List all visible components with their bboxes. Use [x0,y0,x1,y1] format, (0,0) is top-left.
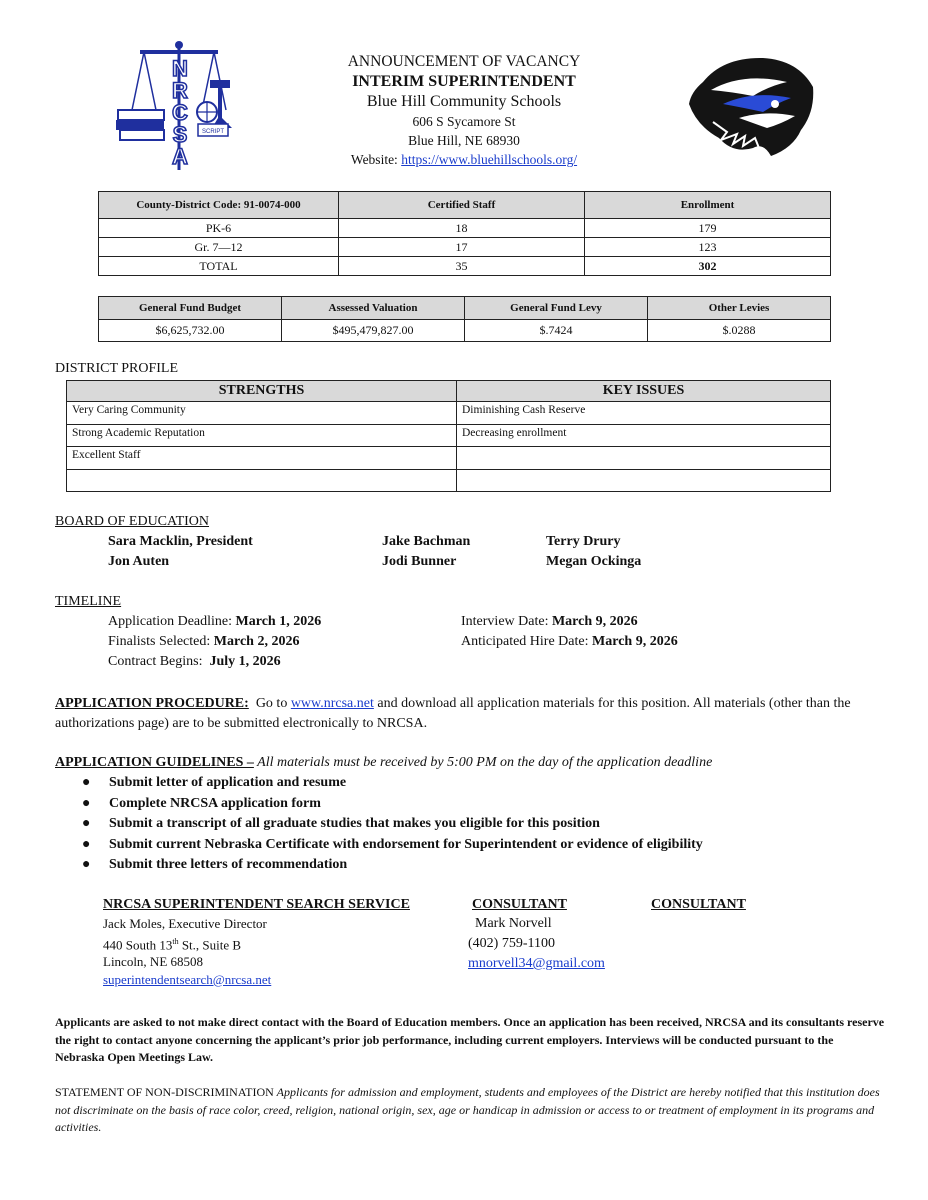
nrcsa-address-1: 440 South 13th St., Suite B [103,936,242,952]
staff-table-header [99,192,831,219]
list-item [82,816,703,837]
bullet-icon: ● [82,857,91,872]
enrollment-header: Enrollment [585,192,831,219]
other-levies-header: Other Levies [648,297,831,320]
district-name: Blue Hill Community Schools [366,93,562,110]
district-profile-table [66,380,831,492]
finalists-label: Finalists Selected: [108,634,214,649]
nrcsa-link[interactable]: www.nrcsa.net [290,696,374,711]
bullet-icon: ● [82,795,91,811]
bullet-icon: ● [82,816,91,831]
contract-begins [108,654,281,670]
street-address: 606 S Sycamore St [412,114,516,129]
budget-cell: $6,625,732.00 [99,320,282,342]
strength-cell: Strong Academic Reputation [67,424,457,447]
table-row [67,424,831,447]
levy-header: General Fund Levy [465,297,648,320]
staff-cell: 35 [339,257,585,276]
guideline-text: Submit current Nebraska Certificate with endorsement for Superintendent or evidence of eligibility [109,836,703,852]
list-item [82,796,703,817]
deadline-label: Application Deadline: [108,614,236,629]
board-member: Sara Macklin, President [108,534,253,549]
website-link[interactable]: https://www.bluehillschools.org/ [401,152,578,167]
profile-header-row [67,381,831,402]
consultant-name: Mark Norvell [475,916,552,931]
guideline-text: Submit a transcript of all graduate studies that makes you eligible for this position [109,816,600,831]
hire-value: March 9, 2026 [592,634,678,649]
enrollment-cell: 179 [585,219,831,238]
staff-cell: 17 [339,238,585,257]
levy-cell: $.7424 [465,320,648,342]
logo-letters: NRCSA [172,56,188,169]
nondiscrimination-text: Applicants for admission and employment, students and employees of the District are hereby notified that this institution does not discriminate on the basis of race color, creed, religion, national origin, sex, age or handicap in admission or access to or treatment of employment in its programs and activities. [55,1085,880,1134]
consultant-1 [468,897,605,974]
guideline-text: Complete NRCSA application form [109,795,321,811]
contact-notice: Applicants are asked to not make direct contact with the Board of Education members. Once an application has been received, NRCSA and its consultants reserve the right to contact anyone concerning the applicant’s prior job performance, including current employers. Interviews will be conducted pursuant to the Nebraska Open Meetings Law. [55,1015,885,1064]
budget-header: General Fund Budget [99,297,282,320]
nondiscrimination-title: STATEMENT OF NON-DISCRIMINATION [55,1085,274,1099]
strength-cell: Excellent Staff [67,447,457,470]
nrcsa-logo [112,40,247,175]
position-title: INTERIM SUPERINTENDENT [352,73,576,90]
website-line [262,150,666,169]
list-item [82,837,703,858]
application-procedure [55,694,885,734]
guidelines-title: APPLICATION GUIDELINES – [55,755,254,770]
enrollment-cell: 123 [585,238,831,257]
grade-cell: PK-6 [99,219,339,238]
enrollment-cell: 302 [585,257,831,276]
hire-label: Anticipated Hire Date: [461,634,593,649]
city-address: Blue Hill, NE 68930 [408,133,520,148]
bullet-icon: ● [82,775,91,790]
anticipated-hire-date [461,634,678,650]
procedure-text-after: and download all application materials for this position. All materials (other than the authorizations page) are to be submitted electronically to NRCSA. [55,696,851,731]
issue-cell [457,469,831,492]
interview-date [461,614,638,630]
nrcsa-email-link[interactable]: superintendentsearch@nrcsa.net [103,971,272,987]
interview-label: Interview Date: [461,614,552,629]
table-row [99,238,831,257]
guidelines-heading [55,755,885,771]
nondiscrimination-statement [55,1084,885,1137]
bullet-icon: ● [82,836,91,852]
interview-value: March 9, 2026 [551,614,638,629]
table-row [99,257,831,276]
valuation-header: Assessed Valuation [282,297,465,320]
valuation-cell: $495,479,827.00 [282,320,465,342]
consultant-phone: (402) 759-1100 [468,936,555,951]
certified-staff-header: Certified Staff [339,192,585,219]
strengths-header: STRENGTHS [67,381,457,402]
procedure-title: APPLICATION PROCEDURE: [55,696,249,711]
website-label: Website: [350,152,402,167]
district-profile-title: DISTRICT PROFILE [55,361,179,376]
board-title: BOARD OF EDUCATION [55,514,210,529]
guidelines-list [82,775,703,878]
wildcat-logo [683,52,818,162]
list-item [82,857,703,878]
county-code-header: County-District Code: 91-0074-000 [99,192,339,219]
board-member: Jake Bachman [382,534,471,549]
staff-table [98,191,831,276]
consultant-2-title: CONSULTANT [651,897,746,912]
table-row [99,320,831,342]
deadline-value: March 1, 2026 [235,614,322,629]
board-member: Jodi Bunner [382,554,457,569]
other-levies-cell: $.0288 [648,320,831,342]
nrcsa-title: NRCSA SUPERINTENDENT SEARCH SERVICE [103,897,410,912]
list-item [82,775,703,796]
header-block [262,52,666,169]
key-issues-header: KEY ISSUES [457,381,831,402]
finance-table-header [99,297,831,320]
issue-cell [457,447,831,470]
board-member: Terry Drury [546,534,621,549]
finance-table [98,296,831,342]
guideline-text: Submit letter of application and resume [109,775,347,790]
staff-cell: 18 [339,219,585,238]
consultant-email-link[interactable]: mnorvell34@gmail.com [468,956,605,971]
table-row [67,402,831,425]
procedure-text-before: Go to [248,696,291,711]
nrcsa-contact [103,897,410,988]
table-row [67,469,831,492]
application-deadline [108,614,321,630]
strength-cell [67,469,457,492]
nrcsa-director: Jack Moles, Executive Director [103,916,267,931]
issue-cell: Decreasing enrollment [457,424,831,447]
guidelines-subtitle: All materials must be received by 5:00 PM on the day of the application deadline [253,755,713,770]
table-row [67,447,831,470]
timeline-title: TIMELINE [55,594,122,609]
grade-cell: TOTAL [99,257,339,276]
announcement-title: ANNOUNCEMENT OF VACANCY [347,53,581,70]
grade-cell: Gr. 7—12 [99,238,339,257]
board-member: Megan Ockinga [546,554,642,569]
svg-text:SCRIPT: SCRIPT [201,129,225,135]
finalists-value: March 2, 2026 [213,634,300,649]
table-row [99,219,831,238]
finalists-selected [108,634,299,650]
issue-cell: Diminishing Cash Reserve [457,402,831,425]
board-member: Jon Auten [108,554,170,569]
nrcsa-address-2: Lincoln, NE 68508 [103,954,204,970]
contract-label: Contract Begins: [108,654,210,669]
contract-value: July 1, 2026 [209,654,281,669]
strength-cell: Very Caring Community [67,402,457,425]
consultant-1-title: CONSULTANT [472,897,567,912]
guideline-text: Submit three letters of recommendation [109,857,348,872]
